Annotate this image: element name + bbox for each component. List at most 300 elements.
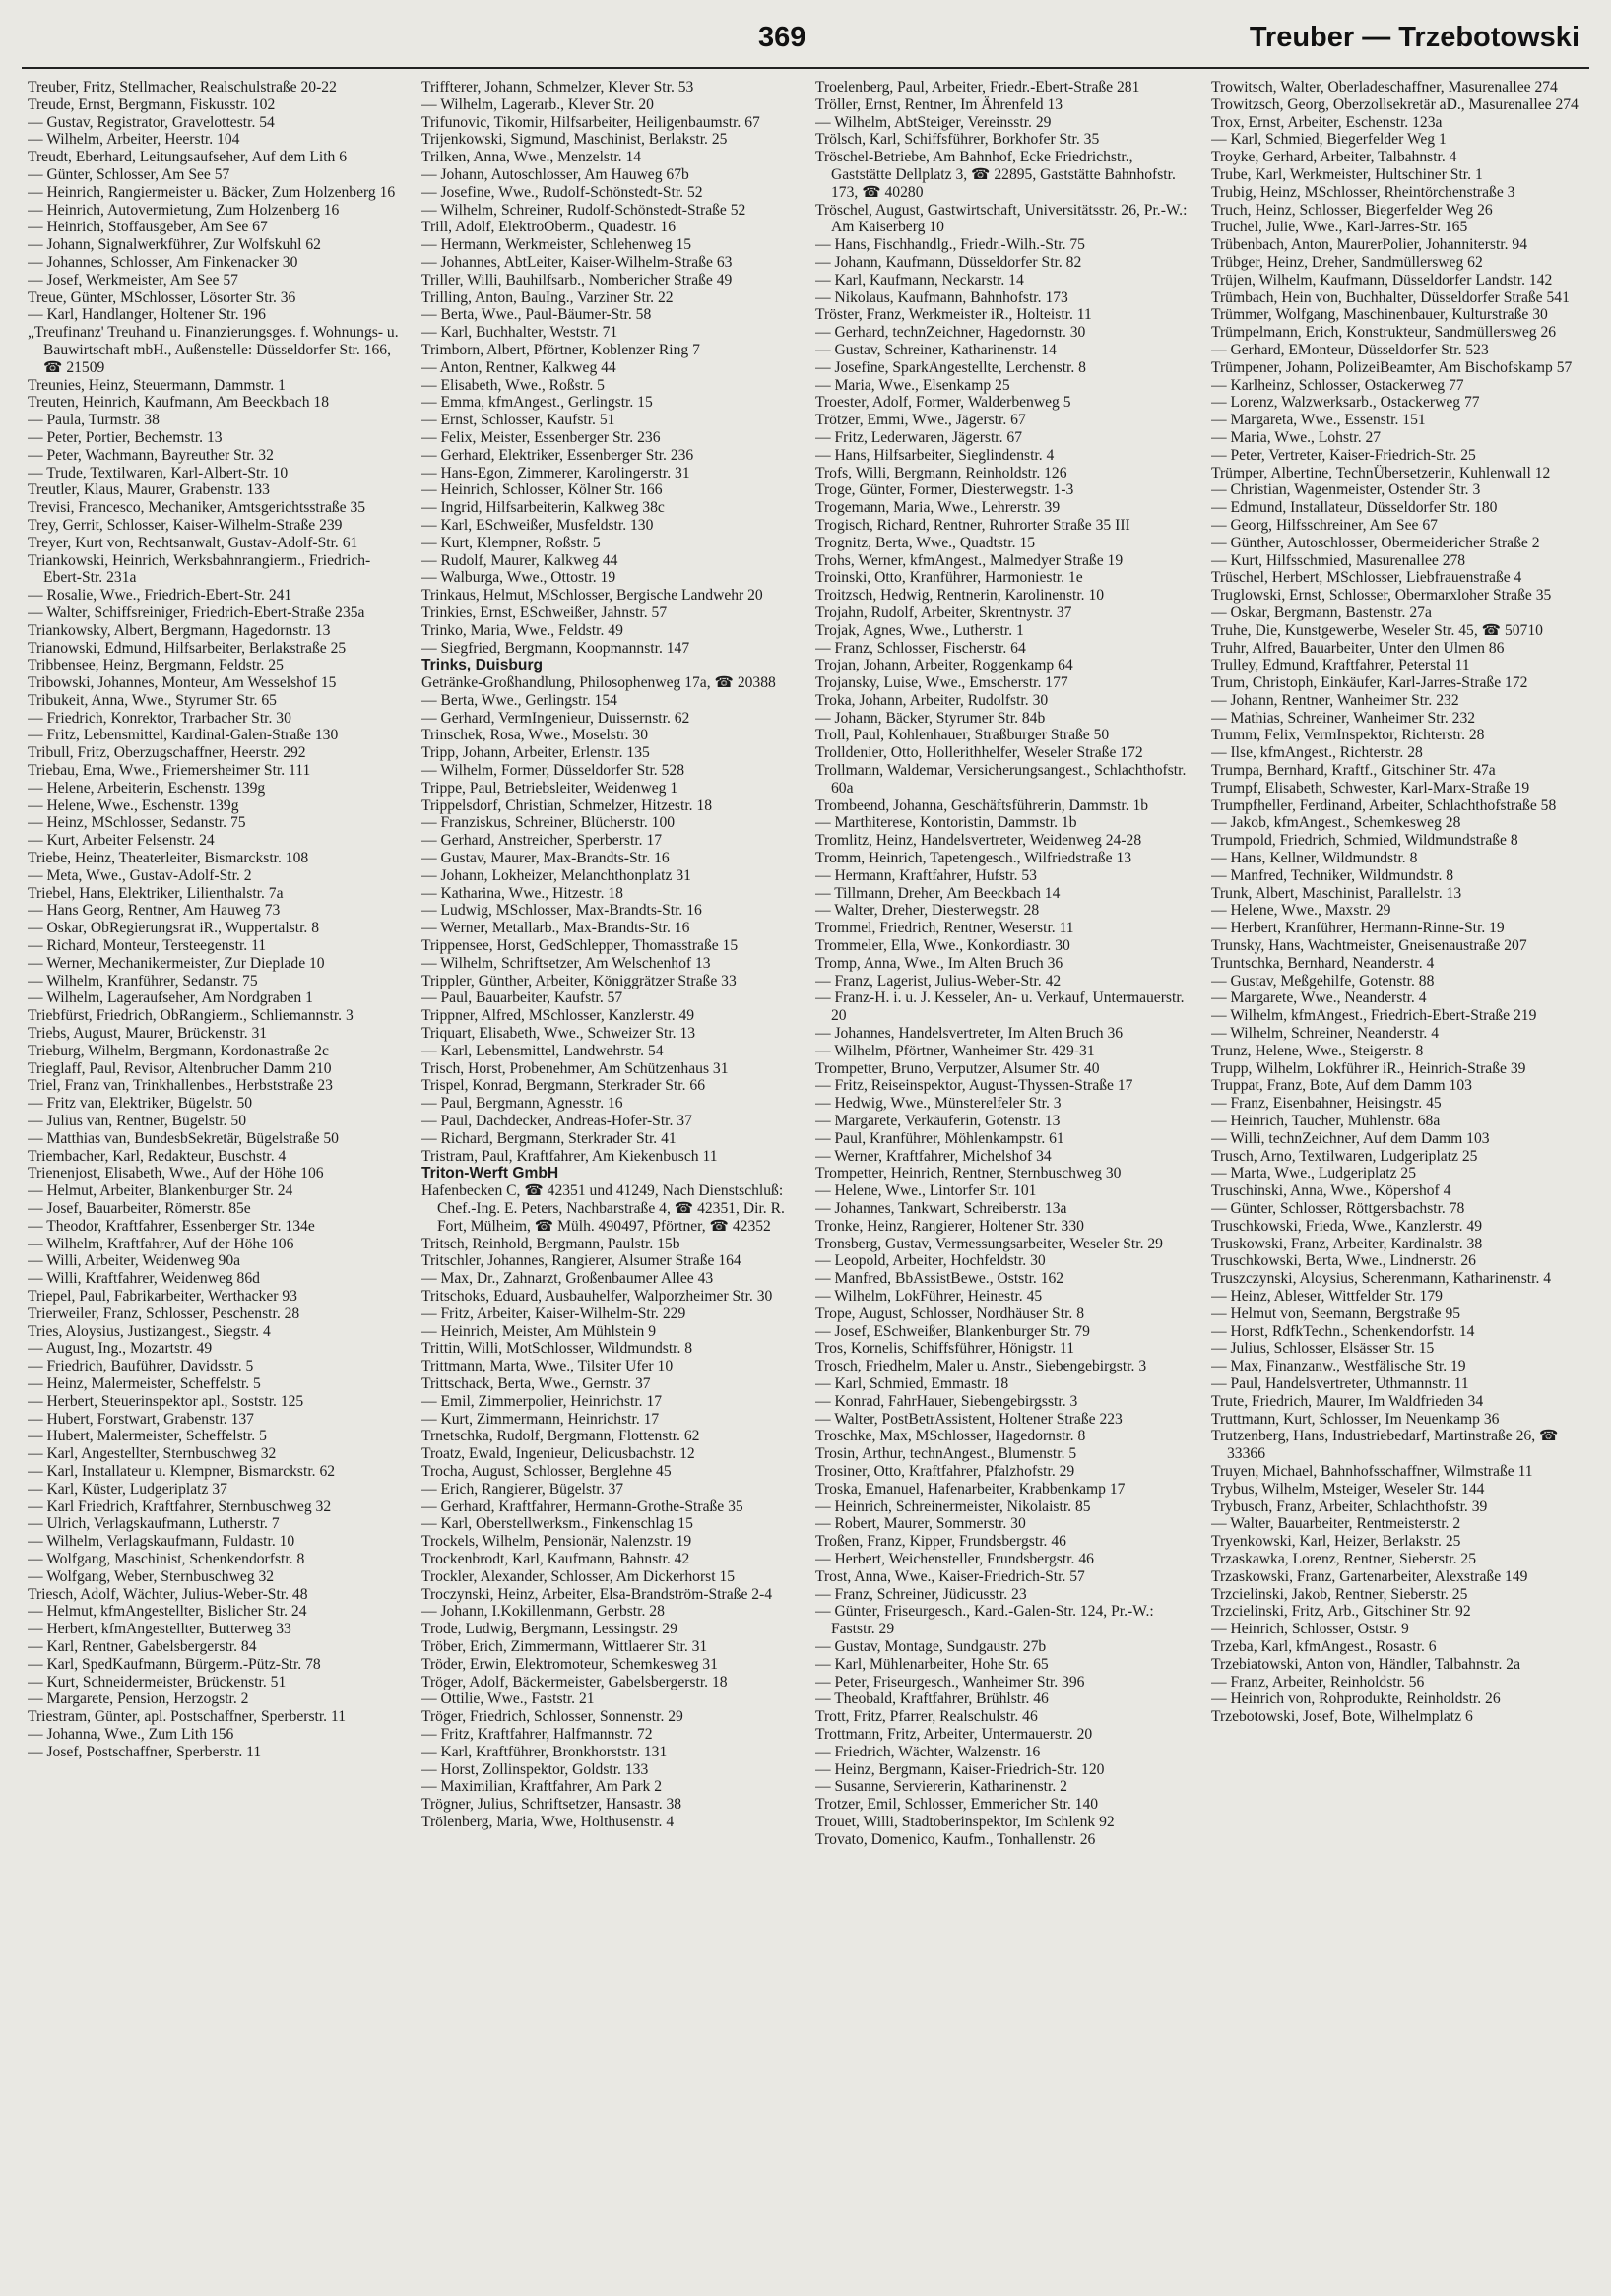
directory-entry: — Wilhelm, Lagerarb., Klever Str. 20: [421, 96, 654, 113]
directory-entry: — Oskar, ObRegierungsrat iR., Wuppertalstr. 8: [28, 920, 319, 937]
directory-entry: — Werner, Kraftfahrer, Michelshof 34: [815, 1147, 1052, 1165]
directory-entry: „Treufinanz' Treuhand u. Finanzierungsges. f. Wohnungs- u. Bauwirtschaft mbH., Außenstelle: Düsseldorfer Str. 166, ☎ 21509: [28, 324, 399, 376]
directory-entry: — Elisabeth, Wwe., Roßstr. 5: [421, 376, 605, 394]
directory-entry: Trojahn, Rudolf, Arbeiter, Skrentnystr. 37: [815, 604, 1072, 621]
directory-entry: — Franziskus, Schreiner, Blücherstr. 100: [421, 814, 676, 832]
directory-entry: — Wilhelm, Kraftfahrer, Auf der Höhe 106: [28, 1235, 294, 1252]
directory-entry: Truschinski, Anna, Wwe., Köpershof 4: [1211, 1182, 1451, 1200]
directory-entry: Trümbach, Hein von, Buchhalter, Düsseldorfer Straße 541: [1211, 288, 1570, 306]
directory-entry: Troge, Günter, Former, Diesterwegstr. 1-3: [815, 481, 1074, 499]
directory-entry: — Theobald, Kraftfahrer, Brühlstr. 46: [815, 1690, 1049, 1708]
directory-entry: — Ulrich, Verlagskaufmann, Lutherstr. 7: [28, 1515, 280, 1533]
directory-entry: Trippe, Paul, Betriebsleiter, Weidenweg 1: [421, 779, 678, 797]
directory-entry: — Josef, Postschaffner, Sperberstr. 11: [28, 1743, 262, 1760]
directory-entry: Trierweiler, Franz, Schlosser, Peschenstr. 28: [28, 1305, 300, 1322]
directory-entry: Trogisch, Richard, Rentner, Ruhrorter Straße 35 III: [815, 516, 1130, 534]
directory-entry: — Friedrich, Konrektor, Trarbacher Str. 30: [28, 709, 291, 727]
directory-entry: Trube, Karl, Werkmeister, Hultschiner Str. 1: [1211, 165, 1483, 183]
directory-entry: — Wilhelm, Verlagskaufmann, Fuldastr. 10: [28, 1533, 295, 1551]
directory-entry: Tribbensee, Heinz, Bergmann, Feldstr. 25: [28, 657, 284, 674]
directory-entry: — Tillmann, Dreher, Am Beeckbach 14: [815, 884, 1061, 902]
directory-entry: — Heinrich von, Rohprodukte, Reinholdstr. 26: [1211, 1690, 1501, 1708]
directory-entry: — Paul, Bauarbeiter, Kaufstr. 57: [421, 989, 623, 1007]
directory-entry: — Peter, Portier, Bechemstr. 13: [28, 428, 223, 446]
directory-entry: Tribukeit, Anna, Wwe., Styrumer Str. 65: [28, 691, 277, 709]
directory-entry: Trum, Christoph, Einkäufer, Karl-Jarres-Straße 172: [1211, 674, 1528, 692]
directory-entry: — Theodor, Kraftfahrer, Essenberger Str. 134e: [28, 1217, 315, 1235]
directory-entry: — Max, Dr., Zahnarzt, Großenbaumer Allee 43: [421, 1270, 714, 1288]
directory-entry: Trittschack, Berta, Wwe., Gernstr. 37: [421, 1374, 651, 1392]
directory-entry: Trinschek, Rosa, Wwe., Moselstr. 30: [421, 727, 649, 744]
directory-entry: — Berta, Wwe., Gerlingstr. 154: [421, 691, 617, 709]
directory-entry: — Heinrich, Autovermietung, Zum Holzenberg 16: [28, 201, 340, 219]
directory-entry: Troschke, Max, MSchlosser, Hagedornstr. 8: [815, 1428, 1086, 1445]
directory-entry: — Hedwig, Wwe., Münsterelfeler Str. 3: [815, 1095, 1062, 1113]
directory-entry: Getränke-Großhandlung, Philosophenweg 17a, ☎ 20388: [421, 674, 776, 692]
directory-entry: Trifunovic, Tikomir, Hilfsarbeiter, Heiligenbaumstr. 67: [421, 113, 760, 131]
directory-entry: Trouet, Willi, Stadtoberinspektor, Im Schlenk 92: [815, 1813, 1115, 1830]
directory-entry: — Oskar, Bergmann, Bastenstr. 27a: [1211, 604, 1432, 621]
directory-entry: — Karl, Lebensmittel, Landwehrstr. 54: [421, 1042, 664, 1059]
directory-entry: — Maximilian, Kraftfahrer, Am Park 2: [421, 1778, 663, 1796]
directory-entry: Trispel, Konrad, Bergmann, Sterkrader Str. 66: [421, 1077, 706, 1095]
directory-entry: Triller, Willi, Bauhilfsarb., Nombericher Straße 49: [421, 271, 733, 288]
directory-entry: — Mathias, Schreiner, Wanheimer Str. 232: [1211, 709, 1476, 727]
directory-entry: Tronke, Heinz, Rangierer, Holtener Str. 330: [815, 1217, 1084, 1235]
directory-entry: Trinkaus, Helmut, MSchlosser, Bergische Landwehr 20: [421, 587, 763, 605]
directory-entry: Trüjen, Wilhelm, Kaufmann, Düsseldorfer Landstr. 142: [1211, 271, 1553, 288]
directory-entry: Trockels, Wilhelm, Pensionär, Nalenzstr. 19: [421, 1533, 692, 1551]
directory-column-1: [28, 79, 400, 1761]
directory-entry: — Wilhelm, Kranführer, Sedanstr. 75: [28, 972, 258, 989]
directory-entry: — Wilhelm, LokFührer, Heinestr. 45: [815, 1287, 1043, 1305]
directory-entry: — Karl, Kraftführer, Bronkhorststr. 131: [421, 1743, 668, 1760]
directory-entry: Truhe, Die, Kunstgewerbe, Weseler Str. 45, ☎ 50710: [1211, 621, 1543, 639]
directory-entry: Trojansky, Luise, Wwe., Emscherstr. 177: [815, 674, 1068, 692]
directory-entry: Trogemann, Maria, Wwe., Lehrerstr. 39: [815, 499, 1061, 517]
directory-entry: Triebel, Hans, Elektriker, Lilienthalstr. 7a: [28, 884, 284, 902]
directory-entry: — Gerhard, Anstreicher, Sperberstr. 17: [421, 832, 663, 850]
directory-entry: — Johann, Autoschlosser, Am Hauweg 67b: [421, 165, 689, 183]
directory-entry: Trumpa, Bernhard, Kraftf., Gitschiner Str. 47a: [1211, 762, 1496, 780]
directory-entry: — Fritz, Lebensmittel, Kardinal-Galen-Straße 130: [28, 727, 339, 744]
directory-entry: Tröller, Ernst, Rentner, Im Ährenfeld 13: [815, 96, 1063, 113]
directory-entry: Trieburg, Wilhelm, Bergmann, Kordonastraße 2c: [28, 1042, 329, 1059]
directory-entry: — Paul, Kranführer, Möhlenkampstr. 61: [815, 1129, 1064, 1147]
directory-entry: — Max, Finanzanw., Westfälische Str. 19: [1211, 1358, 1466, 1375]
directory-entry: Trowitsch, Walter, Oberladeschaffner, Masurenallee 274: [1211, 79, 1558, 96]
directory-entry: Trzeba, Karl, kfmAngest., Rosastr. 6: [1211, 1637, 1437, 1655]
directory-entry: Trippelsdorf, Christian, Schmelzer, Hitzestr. 18: [421, 797, 713, 814]
directory-entry: Trockler, Alexander, Schlosser, Am Dickerhorst 15: [421, 1567, 736, 1585]
directory-entry: Troka, Johann, Arbeiter, Rudolfstr. 30: [815, 691, 1049, 709]
directory-entry: — Gustav, Meßgehilfe, Gotenstr. 88: [1211, 972, 1435, 989]
directory-entry: — Paul, Dachdecker, Andreas-Hofer-Str. 37: [421, 1113, 692, 1130]
directory-entry: Treudt, Eberhard, Leitungsaufseher, Auf dem Lith 6: [28, 149, 348, 166]
directory-entry: — Gustav, Maurer, Max-Brandts-Str. 16: [421, 850, 670, 867]
directory-entry: — Helene, Arbeiterin, Eschenstr. 139g: [28, 779, 266, 797]
directory-entry: — Fritz, Arbeiter, Kaiser-Wilhelm-Str. 229: [421, 1305, 686, 1322]
directory-entry: Tryenkowski, Karl, Heizer, Berlakstr. 25: [1211, 1533, 1461, 1551]
directory-entry: — Wilhelm, Schreiner, Rudolf-Schönstedt-Straße 52: [421, 201, 746, 219]
directory-entry: — Johann, Bäcker, Styrumer Str. 84b: [815, 709, 1046, 727]
directory-entry: — Helene, Wwe., Eschenstr. 139g: [28, 797, 239, 814]
directory-entry: — Maria, Wwe., Lohstr. 27: [1211, 428, 1382, 446]
directory-entry: Tröschel, August, Gastwirtschaft, Universitätsstr. 26, Pr.-W.: Am Kaiserberg 10: [815, 201, 1188, 236]
directory-entry: — Willi, Arbeiter, Weidenweg 90a: [28, 1252, 241, 1270]
directory-heading: Trinks, Duisburg: [421, 657, 544, 674]
directory-entry: Triebe, Heinz, Theaterleiter, Bismarckstr. 108: [28, 850, 309, 867]
directory-entry: Troßen, Franz, Kipper, Frundsbergstr. 46: [815, 1533, 1066, 1551]
directory-entry: Triembacher, Karl, Redakteur, Buschstr. 4: [28, 1147, 287, 1165]
directory-entry: Tromm, Heinrich, Tapetengesch., Wilfriedstraße 13: [815, 850, 1132, 867]
directory-entry: — Werner, Metallarb., Max-Brandts-Str. 16: [421, 920, 690, 937]
directory-entry: Trognitz, Berta, Wwe., Quadtstr. 15: [815, 534, 1036, 551]
directory-entry: Trotzer, Emil, Schlosser, Emmericher Str. 140: [815, 1796, 1099, 1814]
directory-entry: — Josefine, Wwe., Rudolf-Schönstedt-Str. 52: [421, 183, 703, 201]
directory-entry: — Kurt, Klempner, Roßstr. 5: [421, 534, 601, 551]
directory-entry: Triffterer, Johann, Schmelzer, Klever Str. 53: [421, 79, 694, 96]
directory-entry: Trzcielinski, Fritz, Arb., Gitschiner Str. 92: [1211, 1603, 1471, 1621]
directory-entry: Trüschel, Herbert, MSchlosser, Liebfrauenstraße 4: [1211, 569, 1522, 587]
directory-entry: — Anton, Rentner, Kalkweg 44: [421, 358, 616, 376]
directory-entry: — Fritz van, Elektriker, Bügelstr. 50: [28, 1095, 253, 1113]
directory-entry: Trzebiatowski, Anton von, Händler, Talbahnstr. 2a: [1211, 1655, 1521, 1673]
directory-entry: Trinkies, Ernst, ESchweißer, Jahnstr. 57: [421, 604, 668, 621]
directory-entry: Trockenbrodt, Karl, Kaufmann, Bahnstr. 42: [421, 1550, 690, 1567]
directory-entry: Trumpfheller, Ferdinand, Arbeiter, Schlachthofstraße 58: [1211, 797, 1557, 814]
directory-entry: — Franz, Lagerist, Julius-Weber-Str. 42: [815, 972, 1062, 989]
directory-entry: — Leopold, Arbeiter, Hochfeldstr. 30: [815, 1252, 1046, 1270]
directory-entry: — Hermann, Kraftfahrer, Hufstr. 53: [815, 866, 1037, 884]
directory-entry: — Rudolf, Maurer, Kalkweg 44: [421, 551, 618, 569]
directory-entry: Trojan, Johann, Arbeiter, Roggenkamp 64: [815, 657, 1073, 674]
directory-entry: — Edmund, Installateur, Düsseldorfer Str. 180: [1211, 499, 1498, 517]
directory-entry: Trott, Fritz, Pfarrer, Realschulstr. 46: [815, 1708, 1038, 1726]
directory-entry: Triankowsky, Albert, Bergmann, Hagedornstr. 13: [28, 621, 331, 639]
directory-entry: Trölsch, Karl, Schiffsführer, Borkhofer Str. 35: [815, 131, 1100, 149]
directory-entry: — Helene, Wwe., Lintorfer Str. 101: [815, 1182, 1037, 1200]
directory-entry: Truschkowski, Frieda, Wwe., Kanzlerstr. 49: [1211, 1217, 1483, 1235]
directory-entry: Truttmann, Kurt, Schlosser, Im Neuenkamp 36: [1211, 1410, 1500, 1428]
directory-entry: — Wilhelm, Pförtner, Wanheimer Str. 429-31: [815, 1042, 1095, 1059]
directory-entry: — Herbert, Kranführer, Hermann-Rinne-Str. 19: [1211, 920, 1505, 937]
directory-entry: — Horst, Zollinspektor, Goldstr. 133: [421, 1760, 649, 1778]
directory-entry: Trybus, Wilhelm, Msteiger, Weseler Str. 144: [1211, 1480, 1485, 1498]
directory-entry: Trill, Adolf, ElektroOberm., Quadestr. 16: [421, 219, 676, 236]
directory-entry: Trommel, Friedrich, Rentner, Weserstr. 11: [815, 920, 1074, 937]
directory-entry: — Manfred, BbAssistBewe., Oststr. 162: [815, 1270, 1064, 1288]
directory-entry: Triel, Franz van, Trinkhallenbes., Herbststraße 23: [28, 1077, 333, 1095]
directory-entry: — Matthias van, BundesbSekretär, Bügelstraße 50: [28, 1129, 339, 1147]
directory-entry: — Friedrich, Bauführer, Davidsstr. 5: [28, 1358, 254, 1375]
directory-entry: — Johannes, Schlosser, Am Finkenacker 30: [28, 253, 298, 271]
directory-entry: Trutzenberg, Hans, Industriebedarf, Martinstraße 26, ☎ 33366: [1211, 1428, 1559, 1463]
directory-entry: Tröder, Erwin, Elektromoteur, Schemkesweg 31: [421, 1655, 718, 1673]
directory-entry: Triankowski, Heinrich, Werksbahnrangierm., Friedrich-Ebert-Str. 231a: [28, 551, 371, 587]
directory-entry: Tröger, Friedrich, Schlosser, Sonnenstr. 29: [421, 1708, 683, 1726]
directory-entry: — Hubert, Malermeister, Scheffelstr. 5: [28, 1428, 267, 1445]
directory-entry: — Jakob, kfmAngest., Schemkesweg 28: [1211, 814, 1461, 832]
directory-entry: Trumpf, Elisabeth, Schwester, Karl-Marx-Straße 19: [1211, 779, 1530, 797]
directory-entry: — Walter, Schiffsreiniger, Friedrich-Ebert-Straße 235a: [28, 604, 365, 621]
directory-entry: Truschkowski, Berta, Wwe., Lindnerstr. 26: [1211, 1252, 1476, 1270]
directory-entry: — Ilse, kfmAngest., Richterstr. 28: [1211, 744, 1423, 762]
directory-entry: — Johannes, AbtLeiter, Kaiser-Wilhelm-Straße 63: [421, 253, 733, 271]
directory-entry: Trollmann, Waldemar, Versicherungsangest., Schlachthofstr. 60a: [815, 762, 1187, 797]
directory-entry: — Heinrich, Schlosser, Kölner Str. 166: [421, 481, 663, 499]
directory-entry: — Emil, Zimmerpolier, Heinrichstr. 17: [421, 1392, 663, 1410]
directory-entry: — Hubert, Forstwart, Grabenstr. 137: [28, 1410, 254, 1428]
directory-entry: — Paul, Bergmann, Agnesstr. 16: [421, 1095, 623, 1113]
directory-entry: — Julius, Schlosser, Elsässer Str. 15: [1211, 1340, 1435, 1358]
directory-entry: Trijenkowski, Sigmund, Maschinist, Berlakstr. 25: [421, 131, 728, 149]
page-number: 369: [758, 22, 806, 53]
directory-entry: Trumpold, Friedrich, Schmied, Wildmundstraße 8: [1211, 832, 1518, 850]
directory-entry: — Hermann, Werkmeister, Schlehenweg 15: [421, 236, 692, 254]
directory-entry: Trevisi, Francesco, Mechaniker, Amtsgerichtsstraße 35: [28, 499, 366, 517]
directory-entry: Tritschoks, Eduard, Ausbauhelfer, Walporzheimer Str. 30: [421, 1287, 773, 1305]
directory-entry: Troinski, Otto, Kranführer, Harmoniestr. 1e: [815, 569, 1083, 587]
directory-entry: — Karl, Schmied, Biegerfelder Weg 1: [1211, 131, 1447, 149]
header-rule: [22, 67, 1589, 69]
directory-entry: — Josef, ESchweißer, Blankenburger Str. 79: [815, 1322, 1090, 1340]
directory-entry: — Emma, kfmAngest., Gerlingstr. 15: [421, 394, 653, 412]
directory-entry: — Ingrid, Hilfsarbeiterin, Kalkweg 38c: [421, 499, 665, 517]
directory-entry: Tröschel-Betriebe, Am Bahnhof, Ecke Friedrichstr., Gaststätte Dellplatz 3, ☎ 22895, Gaststätte Bahnhofstr. 173, ☎ 40280: [815, 149, 1176, 201]
directory-entry: Trumm, Felix, VermInspektor, Richterstr. 28: [1211, 727, 1485, 744]
directory-column-2: [421, 79, 794, 1831]
directory-entry: — Josef, Bauarbeiter, Römerstr. 85e: [28, 1200, 251, 1217]
directory-entry: Trümmer, Wolfgang, Maschinenbauer, Kulturstraße 30: [1211, 306, 1548, 324]
directory-entry: Trübger, Heinz, Dreher, Sandmüllersweg 62: [1211, 253, 1483, 271]
directory-entry: Troitzsch, Hedwig, Rentnerin, Karolinenstr. 10: [815, 587, 1105, 605]
directory-entry: Trümpelmann, Erich, Konstrukteur, Sandmüllersweg 26: [1211, 324, 1557, 342]
directory-entry: — Helene, Wwe., Maxstr. 29: [1211, 902, 1391, 920]
directory-entry: Trope, August, Schlosser, Nordhäuser Str. 8: [815, 1305, 1084, 1322]
directory-entry: Trowitzsch, Georg, Oberzollsekretär aD., Masurenallee 274: [1211, 96, 1579, 113]
directory-entry: Trnetschka, Rudolf, Bergmann, Flottenstr. 62: [421, 1428, 700, 1445]
directory-entry: — Karl, Schmied, Emmastr. 18: [815, 1374, 1009, 1392]
directory-entry: — Helmut, kfmAngestellter, Bislicher Str. 24: [28, 1603, 307, 1621]
directory-entry: Trimborn, Albert, Pförtner, Koblenzer Ring 7: [421, 341, 700, 358]
directory-entry: Tros, Kornelis, Schiffsführer, Hönigstr. 11: [815, 1340, 1075, 1358]
directory-entry: — Josefine, SparkAngestellte, Lerchenstr. 8: [815, 358, 1086, 376]
directory-entry: — Karl, Angestellter, Sternbuschweg 32: [28, 1445, 277, 1463]
directory-entry: — Siegfried, Bergmann, Koopmannstr. 147: [421, 639, 690, 657]
directory-entry: — Gustav, Schreiner, Katharinenstr. 14: [815, 341, 1057, 358]
directory-entry: Trippner, Alfred, MSchlosser, Kanzlerstr. 49: [421, 1007, 695, 1025]
directory-entry: — Karl, Rentner, Gabelsbergerstr. 84: [28, 1637, 257, 1655]
directory-entry: Hafenbecken C, ☎ 42351 und 41249, Nach Dienstschluß: Chef.-Ing. E. Peters, Nachbarstraße 4, ☎ 42351, Dir. R. Fort, Mülheim, ☎ Mülh. 490497, Pförtner, ☎ 42352: [421, 1182, 785, 1235]
directory-entry: — Johann, Kaufmann, Düsseldorfer Str. 82: [815, 253, 1082, 271]
directory-entry: — Johann, Signalwerkführer, Zur Wolfskuhl 62: [28, 236, 321, 254]
directory-entry: — Wolfgang, Maschinist, Schenkendorfstr. 8: [28, 1550, 305, 1567]
directory-entry: — Günter, Friseurgesch., Kard.-Galen-Str. 124, Pr.-W.: Faststr. 29: [815, 1603, 1154, 1638]
directory-entry: — Walter, Bauarbeiter, Rentmeisterstr. 2: [1211, 1515, 1461, 1533]
directory-entry: Trocha, August, Schlosser, Berglehne 45: [421, 1462, 672, 1480]
directory-entry: Troester, Adolf, Former, Walderbenweg 5: [815, 394, 1071, 412]
directory-entry: — Günter, Schlosser, Am See 57: [28, 165, 230, 183]
directory-entry: — Karl, ESchweißer, Musfeldstr. 130: [421, 516, 654, 534]
directory-entry: — Paula, Turmstr. 38: [28, 412, 160, 429]
directory-entry: Trienenjost, Elisabeth, Wwe., Auf der Höhe 106: [28, 1165, 324, 1182]
directory-entry: Trox, Ernst, Arbeiter, Eschenstr. 123a: [1211, 113, 1443, 131]
directory-entry: — Heinz, Bergmann, Kaiser-Friedrich-Str. 120: [815, 1760, 1105, 1778]
directory-entry: — Johann, Rentner, Wanheimer Str. 232: [1211, 691, 1459, 709]
page-header-title: Treuber — Trzebotowski: [1249, 22, 1579, 53]
directory-entry: Tritschler, Johannes, Rangierer, Alsumer Straße 164: [421, 1252, 741, 1270]
directory-entry: Trilling, Anton, BauIng., Varziner Str. 22: [421, 288, 674, 306]
directory-entry: — Karl, Küster, Ludgeriplatz 37: [28, 1480, 227, 1498]
directory-entry: Trosch, Friedhelm, Maler u. Anstr., Siebengebirgstr. 3: [815, 1358, 1147, 1375]
directory-entry: Trupp, Wilhelm, Lokführer iR., Heinrich-Straße 39: [1211, 1059, 1526, 1077]
directory-entry: Trümper, Albertine, TechnÜbersetzerin, Kuhlenwall 12: [1211, 464, 1551, 481]
directory-entry: — Ottilie, Wwe., Faststr. 21: [421, 1690, 595, 1708]
directory-entry: Trosiner, Otto, Kraftfahrer, Pfalzhofstr. 29: [815, 1462, 1075, 1480]
directory-entry: Truhr, Alfred, Bauarbeiter, Unter den Ulmen 86: [1211, 639, 1505, 657]
directory-entry: — Trude, Textilwaren, Karl-Albert-Str. 10: [28, 464, 289, 481]
directory-entry: Trötzer, Emmi, Wwe., Jägerstr. 67: [815, 412, 1026, 429]
directory-entry: — Hans Georg, Rentner, Am Hauweg 73: [28, 902, 281, 920]
directory-entry: — Willi, Kraftfahrer, Weidenweg 86d: [28, 1270, 260, 1288]
directory-entry: Trzaskawka, Lorenz, Rentner, Sieberstr. 25: [1211, 1550, 1477, 1567]
directory-entry: Trottmann, Fritz, Arbeiter, Untermauerstr. 20: [815, 1725, 1093, 1743]
directory-entry: Trohs, Werner, kfmAngest., Malmedyer Straße 19: [815, 551, 1124, 569]
directory-entry: — Josef, Werkmeister, Am See 57: [28, 271, 238, 288]
directory-entry: Truskowski, Franz, Arbeiter, Kardinalstr. 38: [1211, 1235, 1483, 1252]
directory-entry: — Richard, Bergmann, Sterkrader Str. 41: [421, 1129, 677, 1147]
directory-entry: Trübenbach, Anton, MaurerPolier, Johanniterstr. 94: [1211, 236, 1528, 254]
directory-entry: Trubig, Heinz, MSchlosser, Rheintörchenstraße 3: [1211, 183, 1515, 201]
directory-entry: Trzcielinski, Jakob, Rentner, Sieberstr. 25: [1211, 1585, 1468, 1603]
directory-entry: Trommeler, Ella, Wwe., Konkordiastr. 30: [815, 937, 1070, 955]
directory-entry: — Wilhelm, kfmAngest., Friedrich-Ebert-Straße 219: [1211, 1007, 1537, 1025]
directory-entry: — Felix, Meister, Essenberger Str. 236: [421, 428, 661, 446]
directory-entry: Treyer, Kurt von, Rechtsanwalt, Gustav-Adolf-Str. 61: [28, 534, 358, 551]
directory-entry: Truppat, Franz, Bote, Auf dem Damm 103: [1211, 1077, 1472, 1095]
directory-entry: — Gerhard, VermIngenieur, Duissernstr. 62: [421, 709, 690, 727]
directory-entry: — Heinrich, Stoffausgeber, Am See 67: [28, 219, 268, 236]
directory-entry: — Kurt, Hilfsschmied, Masurenallee 278: [1211, 551, 1466, 569]
directory-entry: — Gustav, Registrator, Gravelottestr. 54: [28, 113, 275, 131]
directory-entry: — Wilhelm, Former, Düsseldorfer Str. 528: [421, 762, 684, 780]
directory-entry: — Heinrich, Schreinermeister, Nikolaistr. 85: [815, 1498, 1091, 1515]
directory-entry: — Heinrich, Rangiermeister u. Bäcker, Zum Holzenberg 16: [28, 183, 396, 201]
directory-entry: — Karl, Buchhalter, Weststr. 71: [421, 324, 618, 342]
directory-entry: — Franz-H. i. u. J. Kesseler, An- u. Verkauf, Untermauerstr. 20: [815, 989, 1185, 1025]
directory-entry: — Johannes, Handelsvertreter, Im Alten Bruch 36: [815, 1025, 1124, 1043]
directory-entry: — Johann, I.Kokillenmann, Gerbstr. 28: [421, 1603, 665, 1621]
directory-entry: Trölenberg, Maria, Wwe, Holthusenstr. 4: [421, 1813, 675, 1830]
directory-entry: — Kurt, Schneidermeister, Brückenstr. 51: [28, 1673, 287, 1690]
directory-entry: Tröger, Adolf, Bäckermeister, Gabelsbergerstr. 18: [421, 1673, 728, 1690]
directory-entry: Troll, Paul, Kohlenhauer, Straßburger Straße 50: [815, 727, 1110, 744]
directory-entry: Trompetter, Heinrich, Rentner, Sternbuschweg 30: [815, 1165, 1122, 1182]
directory-entry: — Marta, Wwe., Ludgeriplatz 25: [1211, 1165, 1416, 1182]
directory-entry: — Hans-Egon, Zimmerer, Karolingerstr. 31: [421, 464, 690, 481]
directory-entry: — Karl Friedrich, Kraftfahrer, Sternbuschweg 32: [28, 1498, 332, 1515]
directory-entry: Truyen, Michael, Bahnhofsschaffner, Wilmstraße 11: [1211, 1462, 1533, 1480]
directory-entry: Tromlitz, Heinz, Handelsvertreter, Weidenweg 24-28: [815, 832, 1142, 850]
directory-entry: Trümpener, Johann, PolizeiBeamter, Am Bischofskamp 57: [1211, 358, 1573, 376]
directory-entry: — Wilhelm, AbtSteiger, Vereinsstr. 29: [815, 113, 1052, 131]
directory-entry: Troelenberg, Paul, Arbeiter, Friedr.-Ebert-Straße 281: [815, 79, 1140, 96]
directory-entry: Triepel, Paul, Fabrikarbeiter, Werthacker 93: [28, 1287, 297, 1305]
directory-entry: Triesch, Adolf, Wächter, Julius-Weber-Str. 48: [28, 1585, 308, 1603]
directory-entry: — Helmut von, Seemann, Bergstraße 95: [1211, 1305, 1461, 1322]
directory-entry: — Christian, Wagenmeister, Ostender Str. 3: [1211, 481, 1481, 499]
directory-entry: Trieglaff, Paul, Revisor, Altenbrucher Damm 210: [28, 1059, 332, 1077]
directory-entry: Trzebotowski, Josef, Bote, Wilhelmplatz 6: [1211, 1708, 1473, 1726]
directory-entry: — Rosalie, Wwe., Friedrich-Ebert-Str. 241: [28, 587, 292, 605]
directory-entry: Triebs, August, Maurer, Brückenstr. 31: [28, 1025, 268, 1043]
directory-entry: — Richard, Monteur, Tersteegenstr. 11: [28, 937, 267, 955]
directory-entry: — Walburga, Wwe., Ottostr. 19: [421, 569, 616, 587]
directory-entry: Tritsch, Reinhold, Bergmann, Paulstr. 15b: [421, 1235, 680, 1252]
directory-entry: Trianowski, Edmund, Hilfsarbeiter, Berlakstraße 25: [28, 639, 347, 657]
directory-column-4: [1211, 79, 1583, 1726]
directory-entry: Treunies, Heinz, Steuermann, Dammstr. 1: [28, 376, 286, 394]
directory-entry: — Karl, Installateur u. Klempner, Bismarckstr. 62: [28, 1462, 336, 1480]
directory-entry: Tristram, Paul, Kraftfahrer, Am Kiekenbusch 11: [421, 1147, 718, 1165]
directory-entry: Trombeend, Johanna, Geschäftsführerin, Dammstr. 1b: [815, 797, 1149, 814]
directory-entry: Trzaskowski, Franz, Gartenarbeiter, Alexstraße 149: [1211, 1567, 1528, 1585]
directory-entry: — Kurt, Zimmermann, Heinrichstr. 17: [421, 1410, 660, 1428]
directory-entry: — Heinrich, Taucher, Mühlenstr. 68a: [1211, 1113, 1441, 1130]
directory-entry: Trittmann, Marta, Wwe., Tilsiter Ufer 10: [421, 1358, 674, 1375]
directory-entry: — Walter, PostBetrAssistent, Holtener Straße 223: [815, 1410, 1123, 1428]
directory-entry: — Margarete, Verkäuferin, Gotenstr. 13: [815, 1113, 1061, 1130]
directory-entry: Treuber, Fritz, Stellmacher, Realschulstraße 20-22: [28, 79, 337, 96]
directory-entry: — Heinrich, Schlosser, Oststr. 9: [1211, 1621, 1409, 1638]
directory-entry: Tripp, Johann, Arbeiter, Erlenstr. 135: [421, 744, 650, 762]
directory-entry: Triebau, Erna, Wwe., Friemersheimer Str. 111: [28, 762, 311, 780]
directory-entry: Trey, Gerrit, Schlosser, Kaiser-Wilhelm-Straße 239: [28, 516, 343, 534]
directory-entry: — Hans, Hilfsarbeiter, Sieglindenstr. 4: [815, 446, 1055, 464]
directory-entry: Trolldenier, Otto, Hollerithhelfer, Weseler Straße 172: [815, 744, 1143, 762]
directory-entry: Trybusch, Franz, Arbeiter, Schlachthofstr. 39: [1211, 1498, 1488, 1515]
directory-entry: Trofs, Willi, Bergmann, Reinholdstr. 126: [815, 464, 1067, 481]
directory-entry: — Marthiterese, Kontoristin, Dammstr. 1b: [815, 814, 1077, 832]
directory-entry: Trosin, Arthur, technAngest., Blumenstr. 5: [815, 1445, 1077, 1463]
directory-entry: Trinko, Maria, Wwe., Feldstr. 49: [421, 621, 623, 639]
directory-entry: Trojak, Agnes, Wwe., Lutherstr. 1: [815, 621, 1024, 639]
directory-entry: Trompetter, Bruno, Verputzer, Alsumer Str. 40: [815, 1059, 1100, 1077]
directory-entry: — Franz, Eisenbahner, Heisingstr. 45: [1211, 1095, 1442, 1113]
directory-entry: — Fritz, Kraftfahrer, Halfmannstr. 72: [421, 1725, 653, 1743]
directory-entry: — Gerhard, technZeichner, Hagedornstr. 30: [815, 324, 1086, 342]
directory-entry: Tromp, Anna, Wwe., Im Alten Bruch 36: [815, 954, 1063, 972]
directory-entry: — Günther, Autoschlosser, Obermeidericher Straße 2: [1211, 534, 1540, 551]
directory-entry: — Karl, SpedKaufmann, Bürgerm.-Pütz-Str. 78: [28, 1655, 321, 1673]
directory-entry: — Nikolaus, Kaufmann, Bahnhofstr. 173: [815, 288, 1068, 306]
directory-entry: — Herbert, kfmAngestellter, Butterweg 33: [28, 1621, 291, 1638]
directory-entry: — Margarete, Pension, Herzogstr. 2: [28, 1690, 249, 1708]
directory-entry: — Hans, Kellner, Wildmundstr. 8: [1211, 850, 1418, 867]
directory-entry: — Gustav, Montage, Sundgaustr. 27b: [815, 1637, 1047, 1655]
directory-entry: Treude, Ernst, Bergmann, Fiskusstr. 102: [28, 96, 276, 113]
directory-entry: — Karl, Kaufmann, Neckarstr. 14: [815, 271, 1024, 288]
directory-entry: Tries, Aloysius, Justizangest., Siegstr. 4: [28, 1322, 271, 1340]
directory-entry: Triquart, Elisabeth, Wwe., Schweizer Str. 13: [421, 1025, 696, 1043]
directory-entry: — Wilhelm, Lageraufseher, Am Nordgraben 1: [28, 989, 313, 1007]
directory-entry: — Meta, Wwe., Gustav-Adolf-Str. 2: [28, 866, 252, 884]
directory-entry: — Willi, technZeichner, Auf dem Damm 103: [1211, 1129, 1490, 1147]
directory-entry: — Robert, Maurer, Sommerstr. 30: [815, 1515, 1026, 1533]
directory-entry: — Maria, Wwe., Elsenkamp 25: [815, 376, 1010, 394]
directory-entry: — Johann, Lokheizer, Melanchthonplatz 31: [421, 866, 691, 884]
